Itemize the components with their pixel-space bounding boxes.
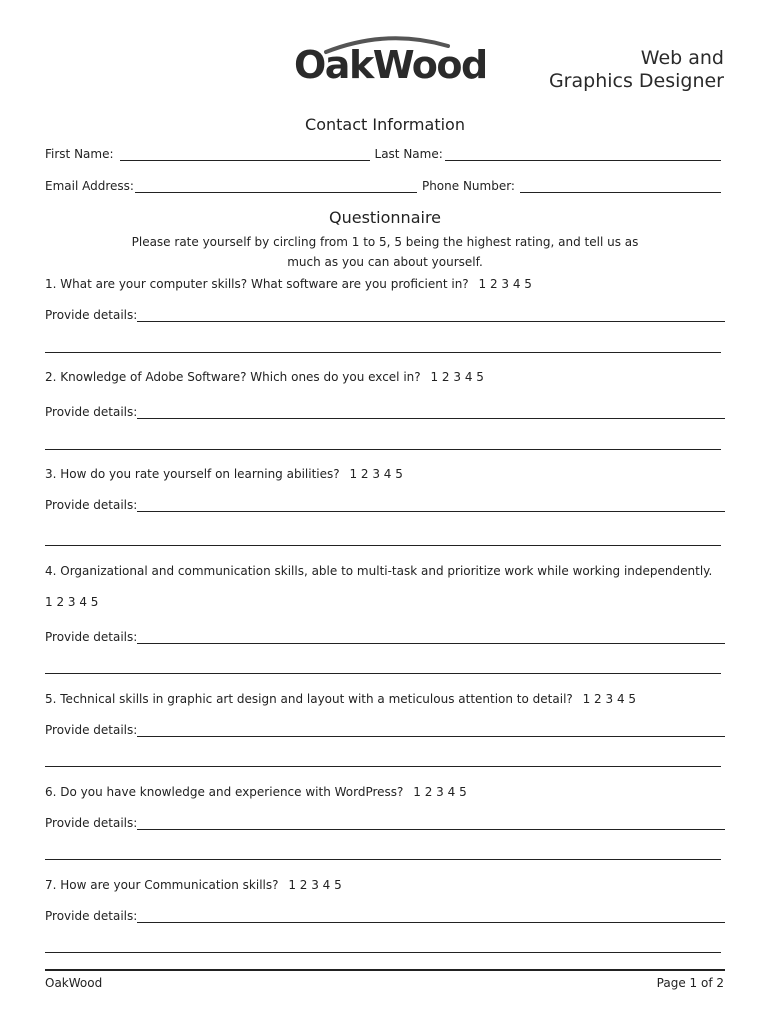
email-label: Email Address: <box>45 179 134 193</box>
rating-scale[interactable]: 1 2 3 4 5 <box>582 692 637 706</box>
question-7 <box>45 878 342 892</box>
phone-label: Phone Number: <box>421 179 515 193</box>
phone-field[interactable] <box>520 180 721 193</box>
details-field[interactable] <box>137 724 725 737</box>
details-label: Provide details: <box>45 630 138 644</box>
question-2 <box>45 370 484 384</box>
email-field[interactable] <box>135 180 417 193</box>
details-field[interactable] <box>137 406 725 419</box>
details-line[interactable] <box>45 673 721 674</box>
details-field[interactable] <box>137 499 725 512</box>
details-label: Provide details: <box>45 909 138 923</box>
question-text: 6. Do you have knowledge and experience with WordPress? <box>45 785 404 799</box>
details-label: Provide details: <box>45 723 138 737</box>
rating-scale[interactable]: 1 2 3 4 5 <box>288 878 342 892</box>
document-title-line1: Web and <box>640 47 724 69</box>
rating-scale[interactable]: 1 2 3 4 5 <box>478 277 532 291</box>
last-name-label: Last Name: <box>374 147 443 161</box>
first-name-label: First Name: <box>45 147 114 161</box>
details-field[interactable] <box>137 631 725 644</box>
question-text: 1. What are your computer skills? What software are you proficient in? <box>45 277 469 291</box>
first-name-field[interactable] <box>120 148 370 161</box>
name-row <box>45 147 721 161</box>
page-number: Page 1 of 2 <box>656 976 724 990</box>
details-row <box>45 405 725 419</box>
details-field[interactable] <box>137 910 725 923</box>
details-row <box>45 308 725 322</box>
question-3 <box>45 467 403 481</box>
details-row <box>45 630 725 644</box>
details-row <box>45 498 725 512</box>
details-line[interactable] <box>45 859 721 860</box>
details-row <box>45 723 725 737</box>
details-field[interactable] <box>137 817 725 830</box>
rating-scale[interactable]: 1 2 3 4 5 <box>45 595 99 609</box>
footer-divider <box>45 969 725 971</box>
questionnaire-instructions <box>0 232 770 272</box>
details-field[interactable] <box>137 309 725 322</box>
question-5 <box>45 692 636 706</box>
details-label: Provide details: <box>45 498 138 512</box>
last-name-field[interactable] <box>445 148 721 161</box>
rating-scale[interactable]: 1 2 3 4 5 <box>413 785 467 799</box>
instructions-line1: Please rate yourself by circling from 1 to 5, 5 being the highest rating, and tell us as <box>131 235 639 249</box>
question-1 <box>45 277 532 291</box>
question-6 <box>45 785 467 799</box>
details-line[interactable] <box>45 545 721 546</box>
details-line[interactable] <box>45 352 721 353</box>
rating-scale[interactable]: 1 2 3 4 5 <box>430 370 484 384</box>
details-line[interactable] <box>45 766 721 767</box>
details-label: Provide details: <box>45 308 138 322</box>
contact-row <box>45 179 721 193</box>
details-label: Provide details: <box>45 816 138 830</box>
instructions-line2: much as you can about yourself. <box>287 255 483 269</box>
contact-heading: Contact Information <box>305 115 465 134</box>
company-logo: OakWood <box>294 43 487 87</box>
details-label: Provide details: <box>45 405 138 419</box>
question-text: 5. Technical skills in graphic art design and layout with a meticulous attention to detail? <box>45 692 573 706</box>
details-line[interactable] <box>45 952 721 953</box>
question-4: 4. Organizational and communication skills, able to multi-task and prioritize work while working independently. <box>45 564 713 578</box>
details-row <box>45 909 725 923</box>
footer-company: OakWood <box>45 976 103 990</box>
rating-scale[interactable]: 1 2 3 4 5 <box>349 467 403 481</box>
document-title-line2: Graphics Designer <box>548 70 724 92</box>
questionnaire-heading: Questionnaire <box>328 208 442 227</box>
question-text: 7. How are your Communication skills? <box>45 878 279 892</box>
details-row <box>45 816 725 830</box>
document-title <box>549 47 724 93</box>
question-text: 3. How do you rate yourself on learning abilities? <box>45 467 340 481</box>
question-text: 2. Knowledge of Adobe Software? Which ones do you excel in? <box>45 370 421 384</box>
details-line[interactable] <box>45 449 721 450</box>
